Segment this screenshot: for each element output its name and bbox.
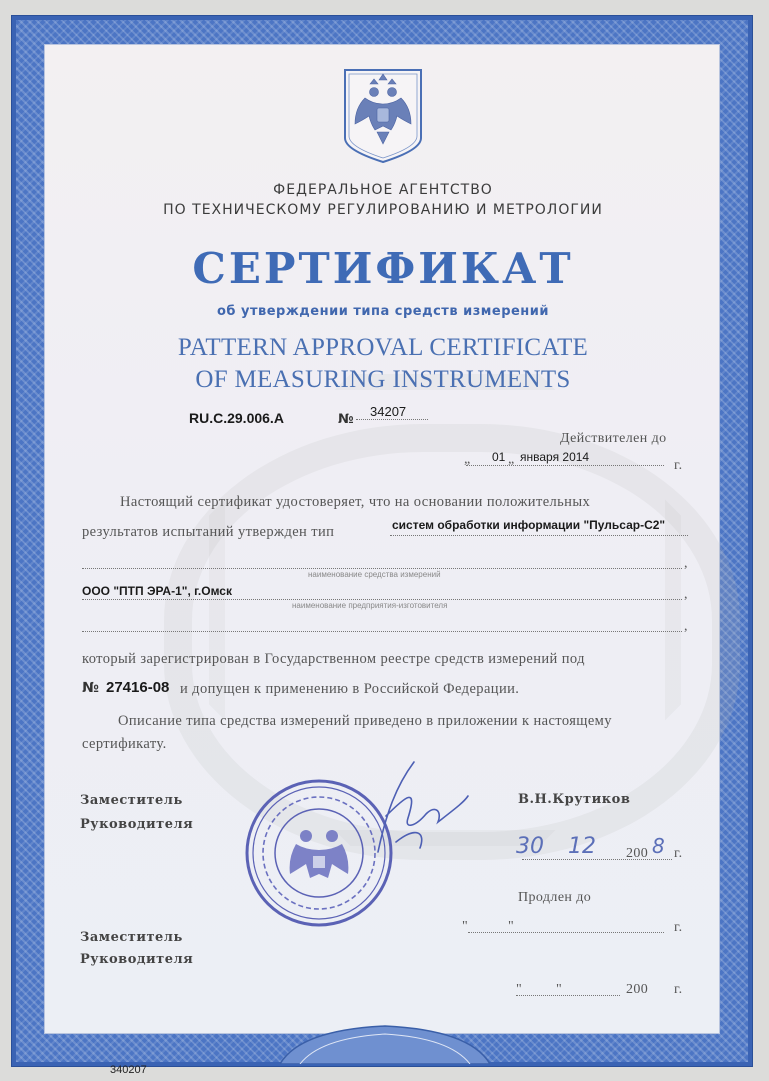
manufacturer-name: ООО "ПТП ЭРА-1", г.Омск <box>82 584 232 598</box>
second-year-suffix: г. <box>674 982 683 997</box>
second-signer-title-line2: Руководителя <box>80 952 194 967</box>
signed-day: 30 <box>516 834 544 859</box>
valid-open-quote: „ <box>464 452 471 467</box>
agency-name-line1: ФЕДЕРАЛЬНОЕ АГЕНТСТВО <box>273 182 493 198</box>
extended-open-quote: " <box>462 919 469 934</box>
signed-date-line <box>522 859 672 860</box>
english-title-line1: PATTERN APPROVAL CERTIFICATE <box>177 334 589 361</box>
valid-day: 01 <box>492 450 506 464</box>
instrument-comma: , <box>684 556 688 571</box>
valid-close-quote: „ <box>508 452 515 467</box>
blank-line-comma: , <box>684 619 688 634</box>
intro-text-line1: Настоящий сертификат удостоверяет, что на основании положительных <box>120 494 591 510</box>
signed-year-suffix: г. <box>674 846 683 861</box>
description-text-line2: сертификату. <box>82 736 167 752</box>
agency-name-line2: ПО ТЕХНИЧЕСКОМУ РЕГУЛИРОВАНИЮ И МЕТРОЛОГИИ <box>163 202 603 218</box>
certificate-subtitle: об утверждении типа средств измерений <box>216 304 550 319</box>
signed-year-printed: 200 <box>626 846 649 861</box>
footer-serial-number: 340207 <box>110 1064 147 1076</box>
manufacturer-line <box>82 599 682 600</box>
extended-year-suffix: г. <box>674 920 683 935</box>
signer-title-line2: Руководителя <box>80 817 194 832</box>
second-close-quote: " <box>556 982 563 997</box>
extended-label: Продлен до <box>518 890 592 905</box>
manufacturer-caption: наименование предприятия-изготовителя <box>292 601 448 610</box>
certificate-code: RU.C.29.006.A <box>189 410 284 426</box>
certificate-title: СЕРТИФИКАТ <box>192 244 574 293</box>
extended-close-quote: " <box>508 919 515 934</box>
second-date-line <box>516 995 620 996</box>
signer-name: В.Н.Крутиков <box>518 792 631 807</box>
extended-date-line <box>468 932 664 933</box>
registry-admission-text: и допущен к применению в Российской Федерации. <box>180 681 520 697</box>
instrument-caption: наименование средства измерений <box>308 570 441 579</box>
signer-title-line1: Заместитель <box>80 793 183 808</box>
intro-text-line2: результатов испытаний утвержден тип <box>82 524 335 540</box>
valid-until-label: Действителен до <box>560 431 667 446</box>
number-sign: № <box>338 412 354 427</box>
registry-text: который зарегистрирован в Государственном реестре средств измерений под <box>82 651 585 667</box>
valid-month-year: января 2014 <box>520 450 590 464</box>
english-title-line2: OF MEASURING INSTRUMENTS <box>195 366 571 393</box>
valid-until-line <box>466 465 664 466</box>
signed-month: 12 <box>568 834 596 859</box>
second-year: 200 <box>626 982 649 997</box>
registry-number-sign: № <box>82 680 99 696</box>
manufacturer-comma: , <box>684 587 688 602</box>
valid-year-suffix: г. <box>674 458 683 473</box>
bottom-ornament <box>280 1020 490 1064</box>
certificate-number: 34207 <box>356 404 428 420</box>
second-signer-title-line1: Заместитель <box>80 930 183 945</box>
coat-of-arms-icon <box>343 68 423 164</box>
instrument-name-line <box>82 568 682 569</box>
handwritten-signature <box>356 756 476 866</box>
signed-year-handwritten: 8 <box>652 834 665 858</box>
second-open-quote: " <box>516 982 523 997</box>
instrument-name: систем обработки информации "Пульсар-С2" <box>390 518 688 536</box>
description-text-line1: Описание типа средства измерений приведено в приложении к настоящему <box>118 713 612 729</box>
blank-line <box>82 631 682 632</box>
registry-number: 27416-08 <box>106 679 170 696</box>
